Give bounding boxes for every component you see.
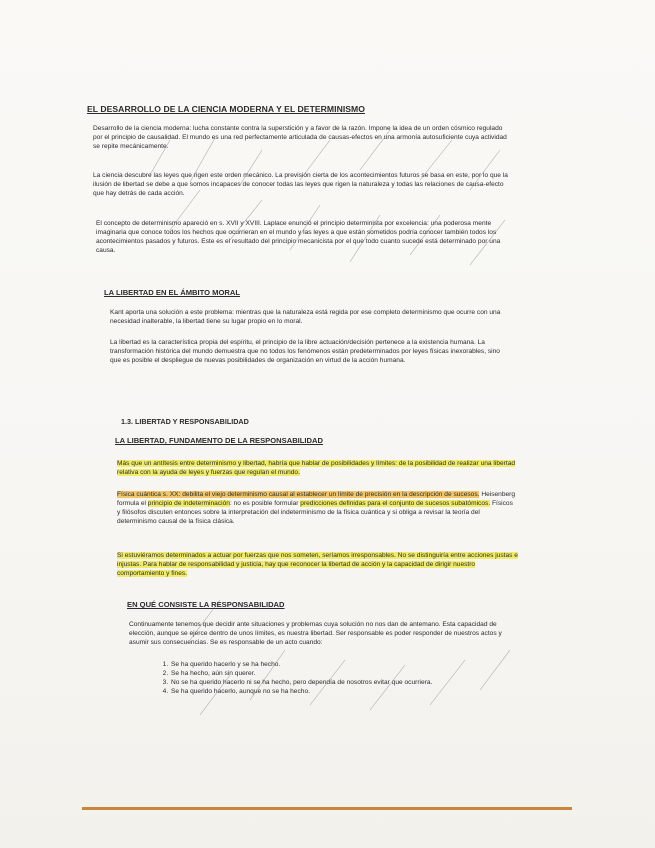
bottom-rule	[82, 807, 572, 810]
heading-libertad-fundamento: LA LIBERTAD, FUNDAMENTO DE LA RESPONSABILIDAD	[115, 436, 323, 445]
list-item: 3. No se ha querido hacerlo ni se ha hecho, pero dependía de nosotros evitar que ocurriera.	[170, 678, 530, 687]
paragraph-irresponsables	[117, 551, 522, 578]
paragraph-antitesis	[117, 459, 517, 477]
paragraph-leyes-orden: La ciencia descubre las leyes que rigen este orden mecánico. La previsión cierta de los acontecimientos futuros se basa en este, por lo que la ilusión de libertad se debe a que somos incapaces de conocer todas las leyes que rigen la naturaleza y todas las relaciones de causa-efecto que hay detrás de cada acción.	[93, 172, 508, 198]
highlight-fisica-cuantica: Física cuántica s. XX: debilita el viejo determinismo causal al establecer un límite de precisión en la descripción de sucesos.	[117, 491, 480, 498]
highlight-indeterminacion: principio de indeterminación	[147, 500, 230, 508]
highlight-irresponsables: Si estuviéramos determinados a actuar por fuerzas que nos someten, seríamos irresponsables. No se distinguiría entre acciones justas e injustas. Para hablar de responsabilidad y justicia, hay que reconocer la libertad de acción y la capacidad de dirigir nuestro comportamiento y fines.	[117, 552, 518, 578]
paragraph-kant: Kant aporta una solución a este problema: mientras que la naturaleza está regida por ese completo determinismo que ocurre con una necesidad inalterable, la libertad tiene su lugar propio en lo moral.	[110, 309, 501, 326]
paragraph-fisica-cuantica	[117, 490, 517, 526]
paragraph-decidir: Continuamente tenemos que decidir ante situaciones y problemas cuya solución no nos dan de antemano. Esta capacidad de elección, aunque se ejerce dentro de unos límites, es nuestra libertad. Ser responsable es poder responder de nuestros actos y asumir sus consecuencias. Se es responsable de un acto cuando:	[129, 621, 502, 647]
paragraph-determinismo-laplace: El concepto de determinismo apareció en s. XVII y XVIII. Laplace enunció el principio determinista por excelencia: una poderosa mente imaginaria que conoce todos los hechos que ocurrieran en el mundo y las leyes a que están sometidos podría conocer también todos los acontecimientos pasados y futuros. Este es el resultado del principio mecanicista por el que todo cuanto sucede está determinado por una causa.	[96, 220, 501, 255]
text-fisicos-filosofos: Físicos y filósofos discuten entonces sobre la interpretación del indeterminismo de la física cuántica y si obliga a revisar la teoría del determinismo causal de la física clásica.	[117, 500, 513, 526]
highlight-antitesis: Más que un antítesis entre determinismo y libertad, habría que hablar de posibilidades y límites: de la posibilidad de realizar una libertad relativa con la ayuda de leyes y fuerzas que regulan el mundo.	[117, 460, 516, 477]
list-item: 4. Se ha querido hacerlo, aunque no se ha hecho.	[170, 687, 530, 696]
list-item: 1. Se ha querido hacerlo y se ha hecho.	[170, 660, 530, 669]
paragraph-libertad-espiritu: La libertad es la característica propia del espíritu, el principio de la libre actuación/decisión pertenece a la existencia humana. La transformación histórica del mundo demuestra que no todos los fenómenos están predeterminados por leyes físicas inexorables, sino que es posible el despliegue de nuevas posibilidades de organización en virtud de la acción humana.	[110, 339, 500, 365]
responsibility-conditions-list	[156, 660, 530, 696]
text-no-posible: : no es posible formular	[229, 500, 301, 508]
heading-libertad-moral: LA LIBERTAD EN EL ÁMBITO MORAL	[104, 288, 240, 297]
text-heisenberg: Heisenberg formula el	[117, 491, 516, 508]
heading-consiste-responsabilidad: EN QUÉ CONSISTE LA RESPONSABILIDAD	[127, 600, 285, 609]
section-title-libertad-responsabilidad: 1.3. LIBERTAD Y RESPONSABILIDAD	[121, 417, 249, 426]
heading-desarrollo-ciencia: EL DESARROLLO DE LA CIENCIA MODERNA Y EL DETERMINISMO	[87, 104, 365, 114]
paragraph-ciencia-moderna: Desarrollo de la ciencia moderna: lucha constante contra la superstición y a favor de la razón. Impone la idea de un orden cósmico regulado por el principio de causalidad. El mundo es una red perfectamente articulada de causas-efectos en una armonía autosuficiente cuya actividad se repite mecánicamente.	[93, 125, 507, 151]
list-item: 2. Se ha hecho, aún sin querer.	[170, 669, 530, 678]
highlight-predicciones: predicciones definidas para el conjunto de sucesos subatómicos.	[300, 500, 491, 508]
